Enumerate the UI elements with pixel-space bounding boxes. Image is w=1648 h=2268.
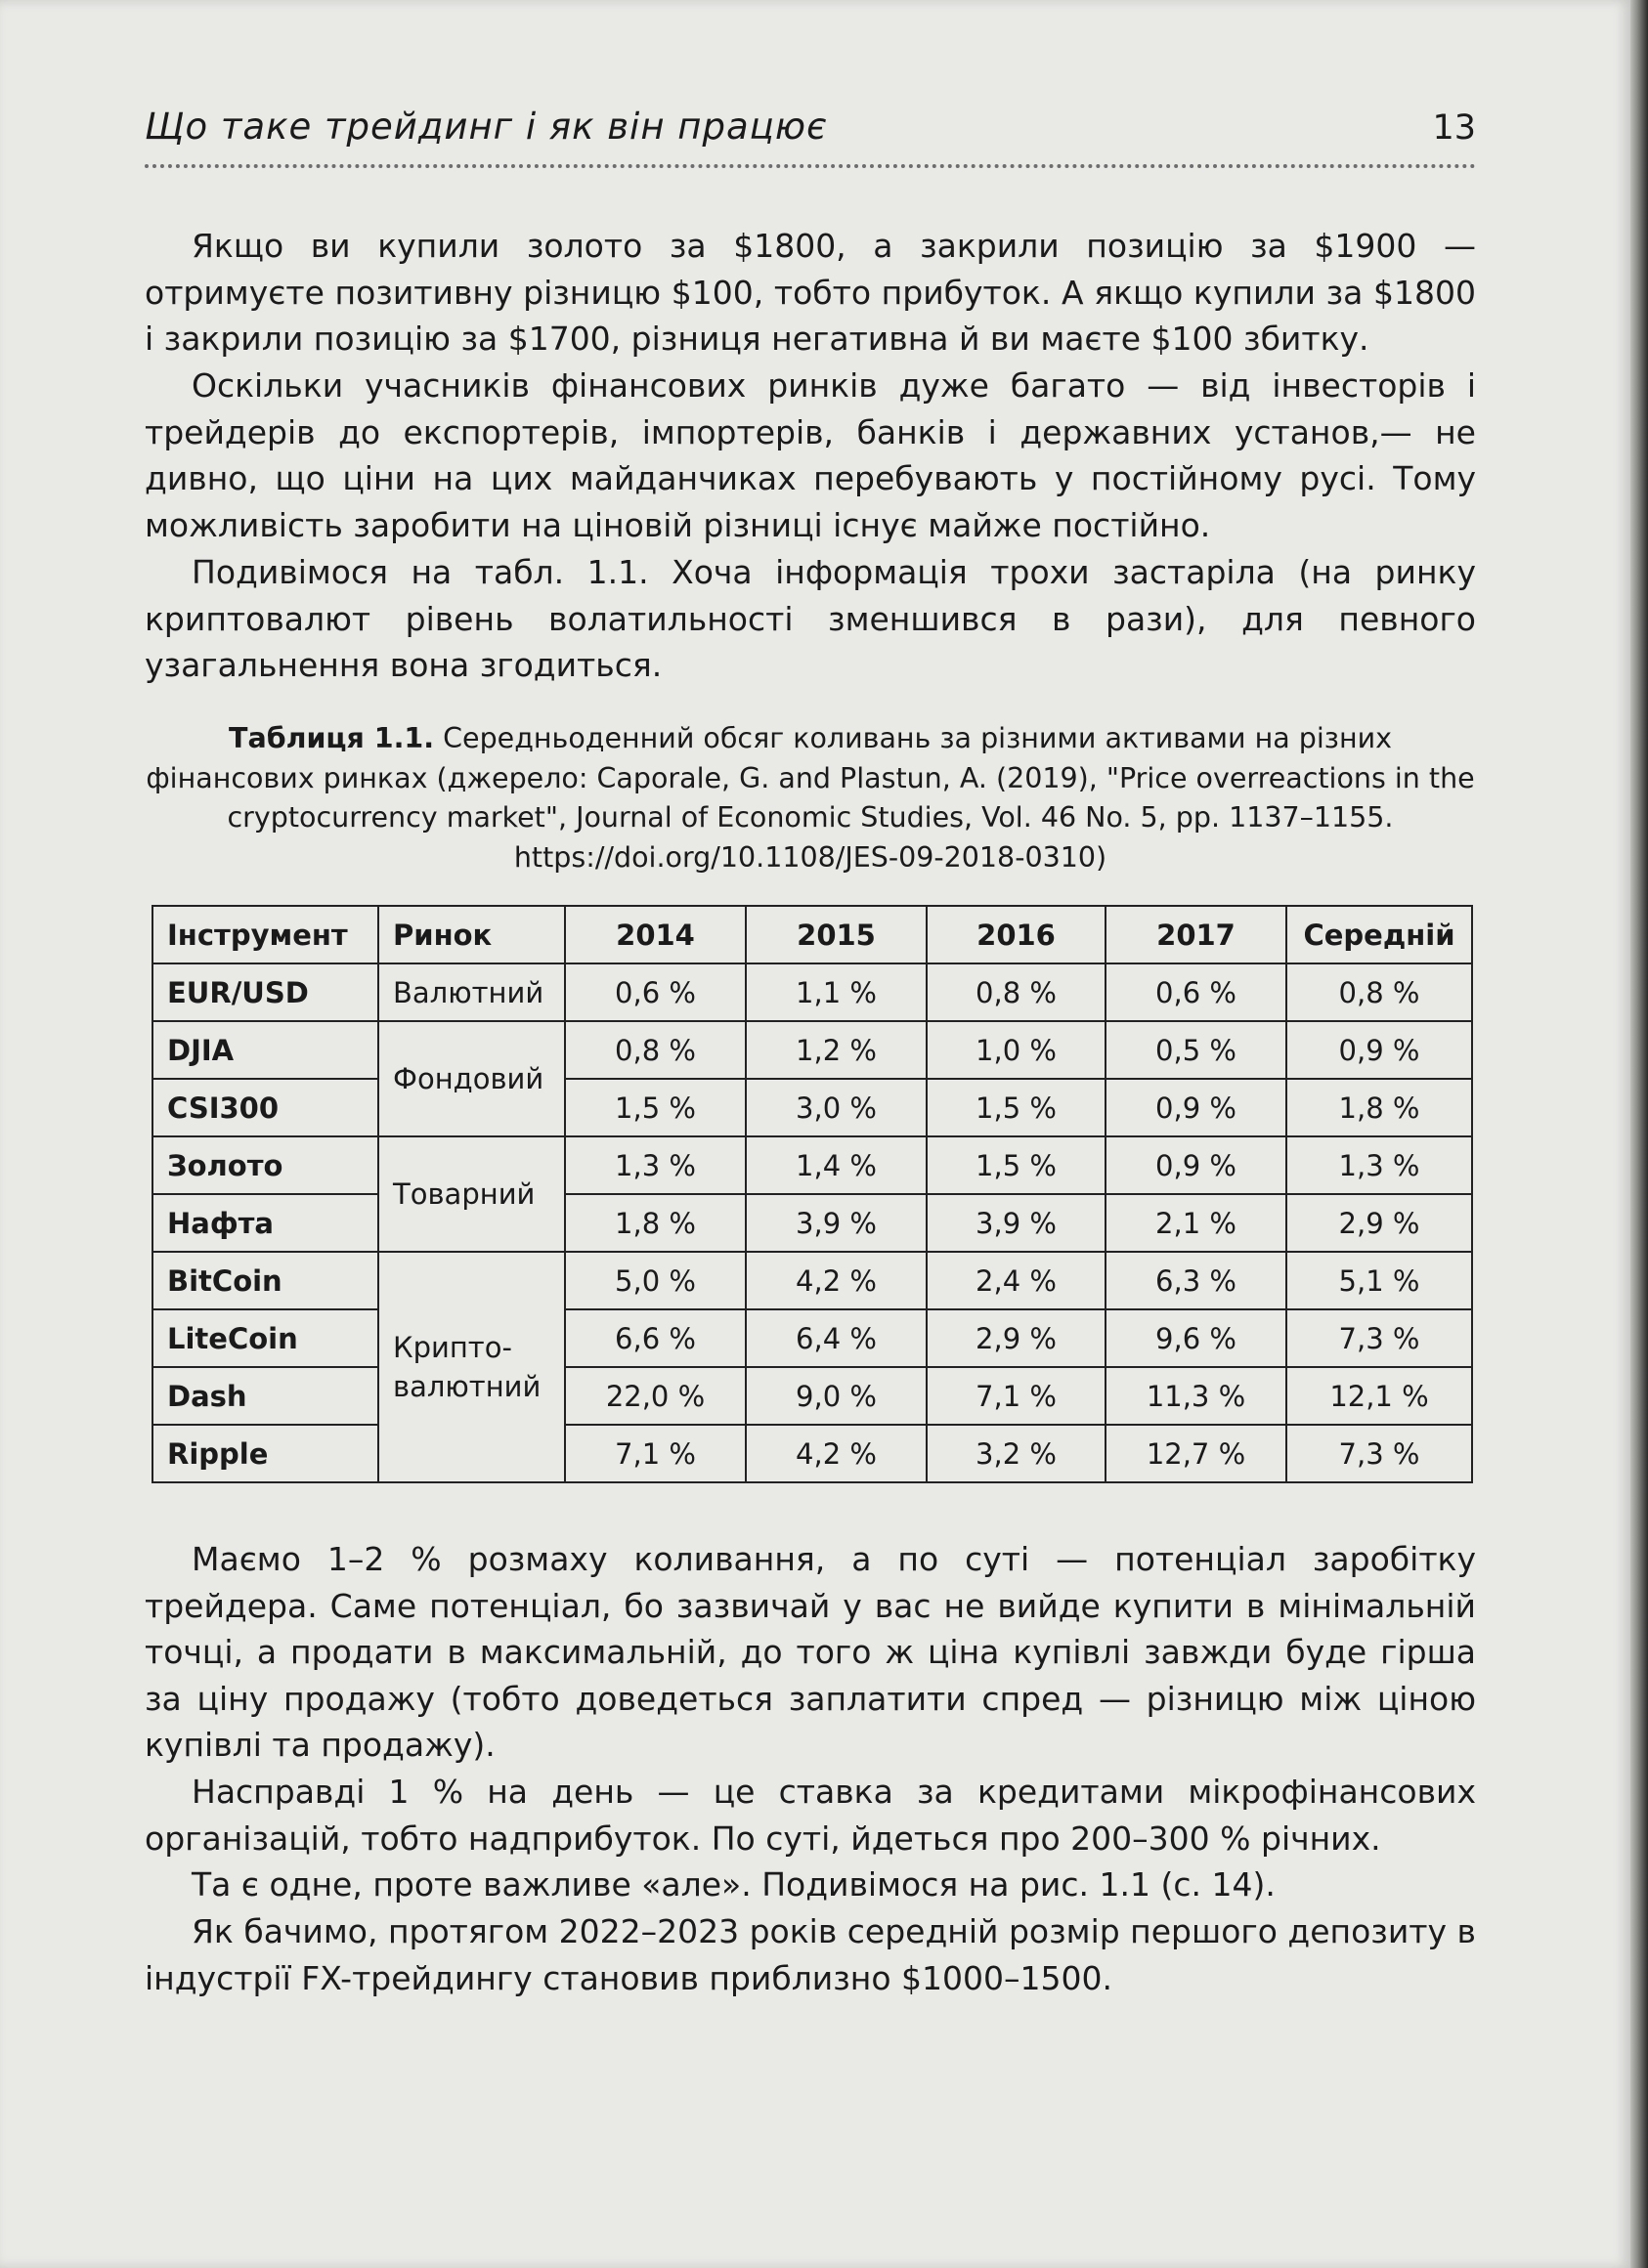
value-cell: 9,6 % — [1106, 1309, 1286, 1367]
value-cell: 11,3 % — [1106, 1367, 1286, 1425]
table-row — [152, 1136, 1472, 1194]
table-caption — [145, 719, 1476, 877]
header-2015: 2015 — [746, 906, 927, 963]
value-cell: 2,4 % — [927, 1252, 1106, 1309]
instrument-cell: EUR/USD — [152, 963, 378, 1021]
instrument-cell: Ripple — [152, 1425, 378, 1482]
paragraph: Та є одне, проте важливе «але». Подивімося на рис. 1.1 (с. 14). — [192, 1865, 1276, 1904]
instrument-cell: BitCoin — [152, 1252, 378, 1309]
value-cell: 1,3 % — [1286, 1136, 1472, 1194]
instrument-cell: CSI300 — [152, 1079, 378, 1136]
value-cell: 7,1 % — [927, 1367, 1106, 1425]
table-row — [152, 1079, 1472, 1136]
instrument-cell: Золото — [152, 1136, 378, 1194]
value-cell: 1,4 % — [746, 1136, 927, 1194]
page-number: 13 — [1432, 108, 1476, 148]
value-cell: 0,8 % — [1286, 963, 1472, 1021]
value-cell: 5,0 % — [565, 1252, 746, 1309]
volatility-table — [152, 905, 1473, 1483]
value-cell: 3,9 % — [927, 1194, 1106, 1252]
value-cell: 0,9 % — [1286, 1021, 1472, 1079]
value-cell: 0,9 % — [1106, 1079, 1286, 1136]
paragraph: Маємо 1–2 % розмаху коливання, а по суті — потенціал заробітку трейдера. Саме потенціал, бо зазвичай у вас не вийде купити в мінімальній точці, а продати в максимальній, до того ж ціна купівлі завжди буде гірша за ціну продажу (тобто доведеться заплатити спред — різницю між ціною купівлі та продажу). — [145, 1540, 1476, 1764]
instrument-cell: Dash — [152, 1367, 378, 1425]
value-cell: 2,1 % — [1106, 1194, 1286, 1252]
value-cell: 6,3 % — [1106, 1252, 1286, 1309]
market-cell: Товарний — [378, 1136, 565, 1252]
value-cell: 4,2 % — [746, 1425, 927, 1482]
value-cell: 3,0 % — [746, 1079, 927, 1136]
table-header-row — [152, 906, 1472, 963]
value-cell: 1,0 % — [927, 1021, 1106, 1079]
value-cell: 5,1 % — [1286, 1252, 1472, 1309]
header-average: Середній — [1286, 906, 1472, 963]
paragraph: Подивімося на табл. 1.1. Хоча інформація трохи застаріла (на ринку криптовалют рівень волатильності зменшився в рази), для певного узагальнення вона згодиться. — [145, 553, 1476, 684]
instrument-cell: LiteCoin — [152, 1309, 378, 1367]
value-cell: 7,1 % — [565, 1425, 746, 1482]
table-row — [152, 1425, 1472, 1482]
value-cell: 3,9 % — [746, 1194, 927, 1252]
value-cell: 7,3 % — [1286, 1309, 1472, 1367]
value-cell: 0,8 % — [565, 1021, 746, 1079]
value-cell: 1,3 % — [565, 1136, 746, 1194]
header-2016: 2016 — [927, 906, 1106, 963]
value-cell: 1,8 % — [1286, 1079, 1472, 1136]
value-cell: 0,6 % — [1106, 963, 1286, 1021]
value-cell: 0,8 % — [927, 963, 1106, 1021]
value-cell: 12,7 % — [1106, 1425, 1286, 1482]
market-cell: Крипто- валютний — [378, 1252, 565, 1482]
header-2014: 2014 — [565, 906, 746, 963]
market-cell: Валютний — [378, 963, 565, 1021]
paragraph: Оскільки учасників фінансових ринків дуже багато — від інвесторів і трейдерів до експортерів, імпортерів, банків і державних установ,— не дивно, що ціни на цих майданчиках перебувають у постійному русі. Тому можливість заробити на ціновій різниці існує майже постійно. — [145, 366, 1476, 544]
market-cell: Фондовий — [378, 1021, 565, 1136]
paragraph: Як бачимо, протягом 2022–2023 років середній розмір першого депозиту в індустрії FX-трейдингу становив приблизно $1000–1500. — [145, 1912, 1476, 1997]
value-cell: 12,1 % — [1286, 1367, 1472, 1425]
table-row — [152, 1021, 1472, 1079]
value-cell: 1,5 % — [927, 1136, 1106, 1194]
value-cell: 4,2 % — [746, 1252, 927, 1309]
value-cell: 1,1 % — [746, 963, 927, 1021]
header-dotted-rule — [145, 164, 1476, 168]
page-edge — [1630, 0, 1648, 2268]
value-cell: 7,3 % — [1286, 1425, 1472, 1482]
instrument-cell: Нафта — [152, 1194, 378, 1252]
value-cell: 1,8 % — [565, 1194, 746, 1252]
value-cell: 3,2 % — [927, 1425, 1106, 1482]
table-row — [152, 963, 1472, 1021]
table-row — [152, 1309, 1472, 1367]
value-cell: 2,9 % — [1286, 1194, 1472, 1252]
running-head — [145, 106, 1476, 160]
value-cell: 6,4 % — [746, 1309, 927, 1367]
table-caption-text: Середньоденний обсяг коливань за різними активами на різних фінансових ринках (джерело: Caporale, G. and Plastun, A. (2019), "Price overreactions in the cryptocurrency market", Journal of Economic Studies, Vol. 46 No. 5, pp. 1137–1155. https://doi.org/10.1108/JES-09-2018-0310) — [146, 722, 1475, 874]
value-cell: 1,5 % — [927, 1079, 1106, 1136]
table-caption-label: Таблиця 1.1. — [229, 722, 435, 754]
value-cell: 0,9 % — [1106, 1136, 1286, 1194]
value-cell: 0,5 % — [1106, 1021, 1286, 1079]
value-cell: 1,2 % — [746, 1021, 927, 1079]
paragraph: Якщо ви купили золото за $1800, а закрили позицію за $1900 — отримуєте позитивну різницю $100, тобто прибуток. А якщо купили за $1800 і закрили позицію за $1700, різниця негативна й ви маєте $100 збитку. — [145, 227, 1476, 358]
value-cell: 2,9 % — [927, 1309, 1106, 1367]
value-cell: 0,6 % — [565, 963, 746, 1021]
value-cell: 1,5 % — [565, 1079, 746, 1136]
header-instrument: Інструмент — [152, 906, 378, 963]
table-row — [152, 1252, 1472, 1309]
table-row — [152, 1194, 1472, 1252]
value-cell: 6,6 % — [565, 1309, 746, 1367]
value-cell: 9,0 % — [746, 1367, 927, 1425]
header-2017: 2017 — [1106, 906, 1286, 963]
paragraph: Насправді 1 % на день — це ставка за кредитами мікрофінансових організацій, тобто надприбуток. По суті, йдеться про 200–300 % річних. — [145, 1773, 1476, 1858]
running-title: Що таке трейдинг і як він працює — [145, 106, 828, 148]
value-cell: 22,0 % — [565, 1367, 746, 1425]
instrument-cell: DJIA — [152, 1021, 378, 1079]
table-row — [152, 1367, 1472, 1425]
header-market: Ринок — [378, 906, 565, 963]
